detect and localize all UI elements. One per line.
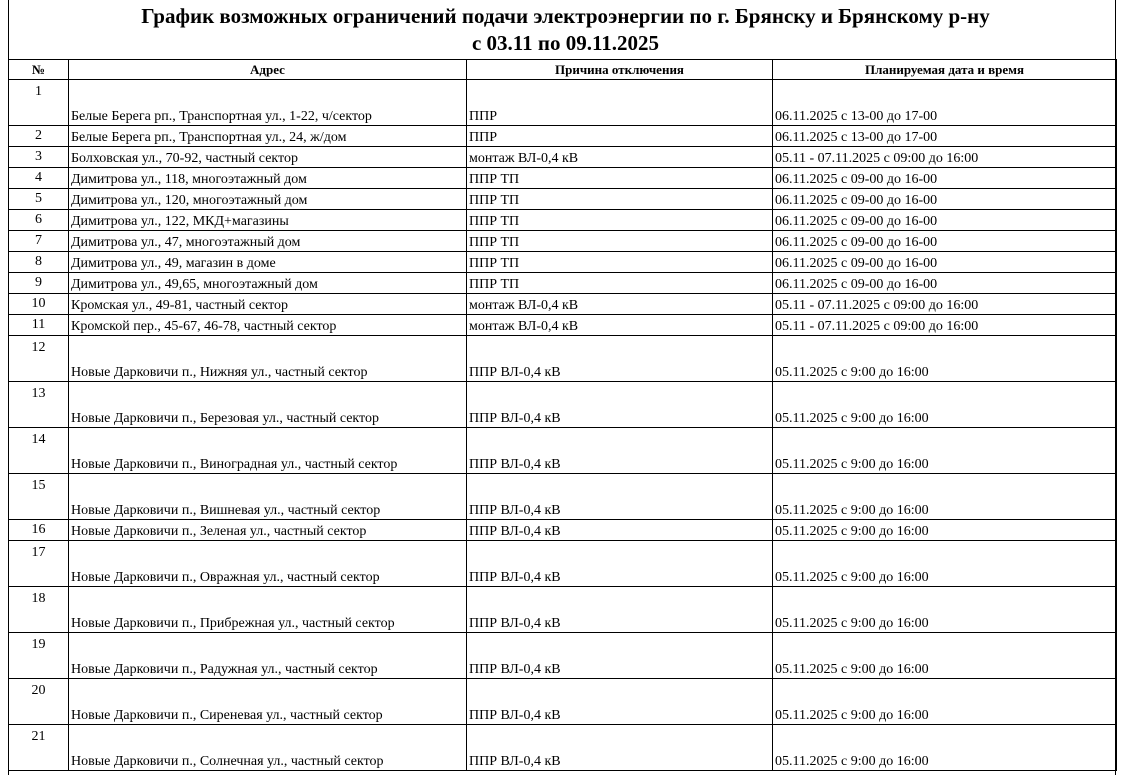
table-row [9, 633, 1117, 679]
table-row [9, 252, 1117, 273]
row-address: Белые Берега рп., Транспортная ул., 1-22, ч/сектор [69, 80, 467, 126]
table-row [9, 168, 1117, 189]
row-address: Димитрова ул., 120, многоэтажный дом [69, 189, 467, 210]
row-reason: ППР ТП [467, 168, 773, 189]
row-address: Новые Дарковичи п., Сиреневая ул., частный сектор [69, 679, 467, 725]
table-row [9, 294, 1117, 315]
row-number: 7 [9, 231, 69, 252]
row-reason: ППР ВЛ-0,4 кВ [467, 587, 773, 633]
row-address: Кромская ул., 49-81, частный сектор [69, 294, 467, 315]
row-number: 4 [9, 168, 69, 189]
row-datetime: 05.11.2025 с 9:00 до 16:00 [773, 725, 1117, 771]
row-number: 1 [9, 80, 69, 126]
row-reason: ППР ВЛ-0,4 кВ [467, 520, 773, 541]
table-header-row [9, 60, 1117, 80]
row-datetime: 05.11.2025 с 9:00 до 16:00 [773, 541, 1117, 587]
column-header-address: Адрес [69, 60, 467, 80]
row-address: Новые Дарковичи п., Зеленая ул., частный сектор [69, 520, 467, 541]
row-address: Новые Дарковичи п., Прибрежная ул., частный сектор [69, 587, 467, 633]
row-datetime: 05.11.2025 с 9:00 до 16:00 [773, 382, 1117, 428]
row-number: 15 [9, 474, 69, 520]
row-datetime: 05.11.2025 с 9:00 до 16:00 [773, 428, 1117, 474]
row-reason: ППР [467, 126, 773, 147]
row-datetime: 06.11.2025 с 09-00 до 16-00 [773, 189, 1117, 210]
table-row [9, 147, 1117, 168]
row-number: 17 [9, 541, 69, 587]
row-address: Димитрова ул., 47, многоэтажный дом [69, 231, 467, 252]
row-datetime: 05.11.2025 с 9:00 до 16:00 [773, 336, 1117, 382]
row-datetime: 05.11 - 07.11.2025 с 09:00 до 16:00 [773, 315, 1117, 336]
column-header-number: № [9, 60, 69, 80]
row-number: 12 [9, 336, 69, 382]
row-datetime: 06.11.2025 с 09-00 до 16-00 [773, 273, 1117, 294]
row-number: 14 [9, 428, 69, 474]
row-datetime: 06.11.2025 с 09-00 до 16-00 [773, 210, 1117, 231]
row-datetime: 05.11 - 07.11.2025 с 09:00 до 16:00 [773, 147, 1117, 168]
row-number: 6 [9, 210, 69, 231]
document-title: График возможных ограничений подачи электроэнергии по г. Брянску и Брянскому р-ну [141, 4, 990, 28]
row-datetime: 05.11.2025 с 9:00 до 16:00 [773, 679, 1117, 725]
row-reason: ППР ТП [467, 210, 773, 231]
table-row [9, 520, 1117, 541]
row-address: Новые Дарковичи п., Вишневая ул., частный сектор [69, 474, 467, 520]
row-address: Новые Дарковичи п., Радужная ул., частный сектор [69, 633, 467, 679]
table-row [9, 231, 1117, 252]
row-number: 16 [9, 520, 69, 541]
row-address: Димитрова ул., 49,65, многоэтажный дом [69, 273, 467, 294]
row-number: 9 [9, 273, 69, 294]
row-reason: ППР ТП [467, 231, 773, 252]
table-row [9, 189, 1117, 210]
row-number: 10 [9, 294, 69, 315]
row-datetime: 06.11.2025 с 13-00 до 17-00 [773, 126, 1117, 147]
row-reason: ППР ВЛ-0,4 кВ [467, 474, 773, 520]
row-reason: ППР [467, 80, 773, 126]
row-reason: ППР ВЛ-0,4 кВ [467, 725, 773, 771]
row-datetime: 06.11.2025 с 09-00 до 16-00 [773, 252, 1117, 273]
row-datetime: 05.11 - 07.11.2025 с 09:00 до 16:00 [773, 294, 1117, 315]
row-address: Новые Дарковичи п., Овражная ул., частный сектор [69, 541, 467, 587]
outage-schedule-table [8, 59, 1117, 771]
row-number: 21 [9, 725, 69, 771]
table-row [9, 725, 1117, 771]
column-header-reason: Причина отключения [467, 60, 773, 80]
row-datetime: 05.11.2025 с 9:00 до 16:00 [773, 633, 1117, 679]
row-number: 20 [9, 679, 69, 725]
table-row [9, 126, 1117, 147]
row-number: 13 [9, 382, 69, 428]
row-reason: ППР ВЛ-0,4 кВ [467, 428, 773, 474]
row-datetime: 05.11.2025 с 9:00 до 16:00 [773, 587, 1117, 633]
row-reason: ППР ТП [467, 189, 773, 210]
row-address: Новые Дарковичи п., Виноградная ул., частный сектор [69, 428, 467, 474]
table-row [9, 80, 1117, 126]
row-reason: монтаж ВЛ-0,4 кВ [467, 315, 773, 336]
row-datetime: 05.11.2025 с 9:00 до 16:00 [773, 474, 1117, 520]
table-row [9, 315, 1117, 336]
table-row [9, 382, 1117, 428]
row-address: Новые Дарковичи п., Солнечная ул., частный сектор [69, 725, 467, 771]
row-address: Кромской пер., 45-67, 46-78, частный сектор [69, 315, 467, 336]
row-reason: монтаж ВЛ-0,4 кВ [467, 147, 773, 168]
row-reason: ППР ВЛ-0,4 кВ [467, 633, 773, 679]
table-row [9, 587, 1117, 633]
row-address: Новые Дарковичи п., Нижняя ул., частный сектор [69, 336, 467, 382]
row-reason: ППР ТП [467, 273, 773, 294]
row-reason: ППР ВЛ-0,4 кВ [467, 336, 773, 382]
row-reason: ППР ВЛ-0,4 кВ [467, 679, 773, 725]
row-datetime: 05.11.2025 с 9:00 до 16:00 [773, 520, 1117, 541]
document-date-range: с 03.11 по 09.11.2025 [471, 31, 660, 55]
row-address: Димитрова ул., 118, многоэтажный дом [69, 168, 467, 189]
row-reason: ППР ТП [467, 252, 773, 273]
table-row [9, 541, 1117, 587]
table-row [9, 474, 1117, 520]
row-address: Белые Берега рп., Транспортная ул., 24, ж/дом [69, 126, 467, 147]
row-address: Димитрова ул., 49, магазин в доме [69, 252, 467, 273]
row-number: 19 [9, 633, 69, 679]
row-number: 3 [9, 147, 69, 168]
row-number: 11 [9, 315, 69, 336]
row-number: 2 [9, 126, 69, 147]
row-datetime: 06.11.2025 с 09-00 до 16-00 [773, 231, 1117, 252]
row-address: Болховская ул., 70-92, частный сектор [69, 147, 467, 168]
table-row [9, 336, 1117, 382]
row-number: 5 [9, 189, 69, 210]
row-reason: ППР ВЛ-0,4 кВ [467, 382, 773, 428]
row-reason: монтаж ВЛ-0,4 кВ [467, 294, 773, 315]
table-row [9, 428, 1117, 474]
row-datetime: 06.11.2025 с 13-00 до 17-00 [773, 80, 1117, 126]
table-row [9, 210, 1117, 231]
row-number: 18 [9, 587, 69, 633]
table-row [9, 679, 1117, 725]
table-row [9, 273, 1117, 294]
row-address: Димитрова ул., 122, МКД+магазины [69, 210, 467, 231]
table-body [9, 80, 1117, 771]
row-number: 8 [9, 252, 69, 273]
column-header-datetime: Планируемая дата и время [773, 60, 1117, 80]
row-reason: ППР ВЛ-0,4 кВ [467, 541, 773, 587]
row-address: Новые Дарковичи п., Березовая ул., частный сектор [69, 382, 467, 428]
row-datetime: 06.11.2025 с 09-00 до 16-00 [773, 168, 1117, 189]
